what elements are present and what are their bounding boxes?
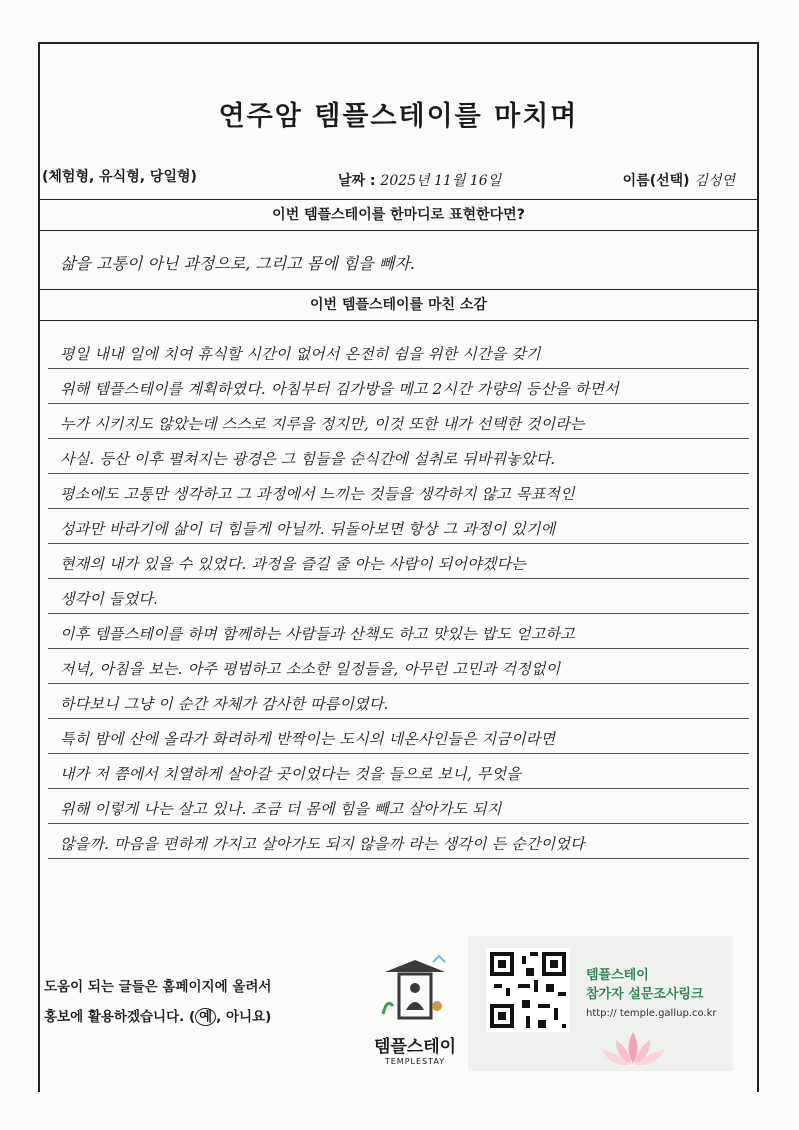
- reflection-line: 생각이 들었다.: [48, 579, 749, 614]
- reflection-lines: [48, 334, 749, 859]
- reflection-line: 내가 저 쯤에서 치열하게 살아갈 곳이었다는 것을 들으로 보니, 무엇을: [48, 754, 749, 789]
- templestay-logo: [360, 954, 470, 1074]
- date-field: [338, 170, 501, 190]
- survey-sheet: [38, 42, 759, 1092]
- consent-line2-prefix: 홍보에 활용하겠습니다.: [44, 1009, 185, 1025]
- reflection-line: 위해 이렇게 나는 살고 있나. 조금 더 몸에 힘을 빼고 살아가도 되지: [48, 789, 749, 824]
- reflection-line: 하다보니 그냥 이 순간 자체가 감사한 따름이였다.: [48, 684, 749, 719]
- lotus-icon: [598, 1028, 668, 1068]
- survey-url-link[interactable]: http:// temple.gallup.co.kr: [586, 1008, 717, 1019]
- survey-title-line1: 템플스테이: [586, 968, 649, 983]
- consent-line2: 홍보에 활용하겠습니다. ( 예 , 아니요): [44, 1009, 272, 1025]
- temple-logo-icon: [375, 954, 455, 1024]
- reflection-line: 않을까. 마음을 편하게 가지고 살아가도 되지 않을까 라는 생각이 든 순간이었다: [48, 824, 749, 859]
- name-label: 이름(선택): [622, 173, 690, 189]
- name-value: 김성연: [694, 173, 735, 189]
- document-title: 연주암 템플스테이를 마치며: [218, 101, 579, 132]
- consent-line1: 도움이 되는 글들은 홈페이지에 올려서: [44, 979, 272, 995]
- survey-title-line2: 참가자 설문조사링크: [586, 987, 704, 1002]
- reflection-line: 평일 내내 일에 치여 휴식할 시간이 없어서 온전히 쉼을 위한 시간을 갖기: [48, 334, 749, 369]
- logo-subtext: TEMPLESTAY: [384, 1057, 446, 1066]
- logo-text: 템플스테이: [373, 1037, 457, 1057]
- survey-title: [586, 966, 704, 1004]
- reflection-line: 특히 밤에 산에 올라가 화려하게 반짝이는 도시의 네온사인들은 지금이라면: [48, 719, 749, 754]
- survey-panel: [468, 936, 733, 1071]
- date-label: 날짜 :: [338, 173, 376, 189]
- name-field: [623, 170, 735, 190]
- reflection-line: 이후 템플스테이를 하며 함께하는 사람들과 산책도 하고 맛있는 밥도 얻고하고: [48, 614, 749, 649]
- reflection-line: 현재의 내가 있을 수 있었다. 과정을 즐길 줄 아는 사람이 되어야겠다는: [48, 544, 749, 579]
- reflection-line: 사실. 등산 이후 펼쳐지는 광경은 그 힘들을 순식간에 설취로 뒤바꿔놓았다.: [48, 439, 749, 474]
- section2-heading: 이번 템플스테이를 마친 소감: [40, 289, 757, 321]
- section1-heading: 이번 템플스테이를 한마디로 표현한다면?: [40, 199, 757, 231]
- reflection-line: 위해 템플스테이를 계획하였다. 아침부터 김가방을 메고 2시간 가량의 등산을 하면서: [48, 369, 749, 404]
- type-options: (체험형, 유식형, 당일형): [42, 169, 197, 185]
- consent-note: [44, 972, 271, 1032]
- consent-yes[interactable]: 예: [195, 1008, 216, 1026]
- qr-code-icon[interactable]: [486, 948, 570, 1032]
- consent-no[interactable]: 아니요: [226, 1009, 266, 1025]
- section1-answer: 삶을 고통이 아닌 과정으로, 그리고 몸에 힘을 빼자.: [60, 254, 415, 273]
- reflection-line: 성과만 바라기에 삶이 더 힘들게 아닐까. 뒤돌아보면 항상 그 과정이 있기에: [48, 509, 749, 544]
- meta-row: [42, 166, 751, 196]
- date-value: 2025년 11월 16일: [380, 173, 502, 189]
- reflection-line: 누가 시키지도 않았는데 스스로 지루을 정지만, 이것 또한 내가 선택한 것이라는: [48, 404, 749, 439]
- reflection-line: 평소에도 고통만 생각하고 그 과정에서 느끼는 것들을 생각하지 않고 목표적인: [48, 474, 749, 509]
- reflection-line: 저녁, 아침을 보는. 아주 평범하고 소소한 일정들을, 아무런 고민과 걱정없이: [48, 649, 749, 684]
